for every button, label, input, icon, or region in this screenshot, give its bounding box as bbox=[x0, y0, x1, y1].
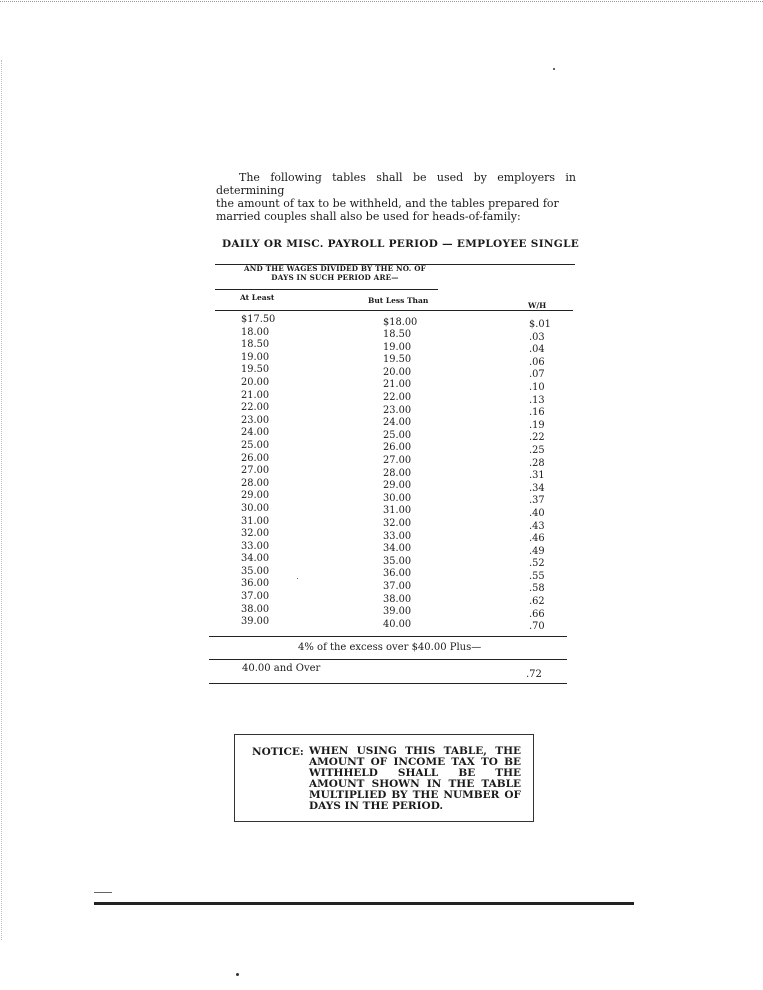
cell-withholding: .22 bbox=[529, 432, 545, 444]
cell-at-least: 31.00 bbox=[241, 515, 270, 527]
cell-but-less-than: 21.00 bbox=[383, 379, 412, 391]
table-row bbox=[215, 402, 575, 419]
cell-at-least: 36.00 bbox=[241, 578, 270, 590]
table-row bbox=[215, 490, 575, 507]
cell-but-less-than: 27.00 bbox=[383, 455, 412, 467]
cell-but-less-than: 24.00 bbox=[383, 417, 412, 429]
table-row bbox=[215, 465, 575, 482]
notice-line: WHEN USING THIS TABLE, THE bbox=[309, 745, 521, 757]
table-row bbox=[215, 326, 575, 343]
notice-line: AMOUNT SHOWN IN THE TABLE bbox=[309, 778, 521, 790]
table-header-line: AND THE WAGES DIVIDED BY THE NO. OF bbox=[244, 264, 426, 273]
table-row bbox=[215, 528, 575, 545]
cell-but-less-than: 19.00 bbox=[383, 341, 412, 353]
cell-withholding: .04 bbox=[529, 344, 545, 356]
table-row bbox=[215, 565, 575, 582]
table-row bbox=[215, 351, 575, 368]
cell-but-less-than: 33.00 bbox=[383, 530, 412, 542]
cell-withholding: .46 bbox=[529, 533, 545, 545]
cell-at-least: 20.00 bbox=[241, 376, 270, 388]
cell-but-less-than: 20.00 bbox=[383, 366, 412, 378]
table-rule-mid2 bbox=[209, 659, 567, 660]
cell-withholding: .55 bbox=[529, 570, 545, 582]
cell-at-least: 22.00 bbox=[241, 402, 270, 414]
cell-withholding: .31 bbox=[529, 470, 545, 482]
table-row bbox=[215, 314, 575, 330]
cell-but-less-than: 39.00 bbox=[383, 606, 412, 618]
col-header-but-less-than: But Less Than bbox=[368, 296, 429, 305]
scan-speck bbox=[553, 68, 555, 70]
cell-at-least: 38.00 bbox=[241, 603, 270, 615]
cell-withholding: .43 bbox=[529, 520, 545, 532]
cell-withholding: .37 bbox=[529, 495, 545, 507]
notice-label: NOTICE: bbox=[252, 746, 304, 758]
cell-but-less-than: 29.00 bbox=[383, 480, 412, 492]
scan-edge-top bbox=[0, 1, 763, 2]
table-row bbox=[215, 553, 575, 570]
intro-line: the amount of tax to be withheld, and the tables prepared for bbox=[216, 197, 559, 210]
table-title: DAILY OR MISC. PAYROLL PERIOD — EMPLOYEE SINGLE bbox=[222, 238, 580, 250]
cell-withholding: .34 bbox=[529, 482, 545, 494]
table-row bbox=[215, 540, 575, 557]
cell-at-least: 18.50 bbox=[241, 339, 270, 351]
table-body bbox=[215, 314, 575, 633]
cell-but-less-than: 36.00 bbox=[383, 568, 412, 580]
cell-at-least: 27.00 bbox=[241, 465, 270, 477]
col-header-at-least: At Least bbox=[240, 293, 275, 302]
cell-withholding: .28 bbox=[529, 457, 545, 469]
cell-withholding: .13 bbox=[529, 394, 545, 406]
excess-note: 4% of the excess over $40.00 Plus— bbox=[298, 642, 482, 653]
cell-but-less-than: 34.00 bbox=[383, 543, 412, 555]
cell-at-least: 23.00 bbox=[241, 414, 270, 426]
cell-withholding: .58 bbox=[529, 583, 545, 595]
scan-speck bbox=[236, 973, 239, 976]
cell-withholding: $.01 bbox=[529, 319, 551, 330]
cell-but-less-than: 31.00 bbox=[383, 505, 412, 517]
cell-but-less-than: 23.00 bbox=[383, 404, 412, 416]
cell-at-least: 18.00 bbox=[241, 326, 270, 338]
notice-line: DAYS IN THE PERIOD. bbox=[309, 800, 444, 812]
table-row bbox=[215, 427, 575, 444]
cell-but-less-than: 38.00 bbox=[383, 593, 412, 605]
over-value: .72 bbox=[526, 669, 542, 680]
notice-line: WITHHELD SHALL BE THE bbox=[309, 767, 521, 779]
table-row bbox=[215, 364, 575, 381]
cell-but-less-than: 37.00 bbox=[383, 580, 412, 592]
table-row bbox=[215, 339, 575, 356]
cell-but-less-than: 22.00 bbox=[383, 392, 412, 404]
col-header-wh: W/H bbox=[528, 301, 547, 310]
cell-but-less-than: 35.00 bbox=[383, 555, 412, 567]
table-header-line: DAYS IN SUCH PERIOD ARE— bbox=[271, 273, 399, 282]
cell-withholding: .06 bbox=[529, 356, 545, 368]
table-row bbox=[215, 376, 575, 393]
table-row bbox=[215, 389, 575, 406]
header-rule-bottom bbox=[215, 310, 573, 311]
table-row bbox=[215, 578, 575, 595]
table-row bbox=[215, 515, 575, 532]
cell-withholding: .70 bbox=[529, 621, 545, 633]
table-row bbox=[215, 603, 575, 620]
cell-at-least: 25.00 bbox=[241, 439, 270, 451]
cell-withholding: .25 bbox=[529, 444, 545, 456]
cell-at-least: 28.00 bbox=[241, 477, 270, 489]
table-rule-bottom bbox=[209, 683, 567, 684]
notice-line: MULTIPLIED BY THE NUMBER OF bbox=[309, 789, 521, 801]
cell-withholding: .49 bbox=[529, 545, 545, 557]
table-row bbox=[215, 616, 575, 633]
footer-rule bbox=[94, 902, 634, 905]
cell-but-less-than: 18.50 bbox=[383, 329, 412, 341]
cell-at-least: 29.00 bbox=[241, 490, 270, 502]
notice-text bbox=[309, 746, 521, 812]
cell-withholding: .52 bbox=[529, 558, 545, 570]
cell-at-least: 39.00 bbox=[241, 616, 270, 628]
cell-at-least: 33.00 bbox=[241, 540, 270, 552]
intro-paragraph bbox=[216, 171, 576, 223]
table-row bbox=[215, 414, 575, 431]
cell-but-less-than: 30.00 bbox=[383, 492, 412, 504]
intro-line: married couples shall also be used for heads-of-family: bbox=[216, 210, 521, 223]
table-row bbox=[215, 439, 575, 456]
cell-but-less-than: 25.00 bbox=[383, 429, 412, 441]
cell-at-least: 37.00 bbox=[241, 591, 270, 603]
footer-mark bbox=[94, 892, 112, 893]
cell-withholding: .03 bbox=[529, 331, 545, 343]
cell-at-least: 26.00 bbox=[241, 452, 270, 464]
table-row bbox=[215, 591, 575, 608]
header-rule-wages bbox=[215, 289, 438, 290]
cell-at-least: 34.00 bbox=[241, 553, 270, 565]
notice-box bbox=[234, 734, 534, 822]
cell-withholding: .16 bbox=[529, 407, 545, 419]
table-row bbox=[215, 502, 575, 519]
scan-edge-left bbox=[1, 60, 2, 940]
cell-at-least: 21.00 bbox=[241, 389, 270, 401]
cell-but-less-than: 19.50 bbox=[383, 354, 412, 366]
cell-withholding: .07 bbox=[529, 369, 545, 381]
cell-but-less-than: 28.00 bbox=[383, 467, 412, 479]
cell-withholding: .66 bbox=[529, 608, 545, 620]
cell-at-least: $17.50 bbox=[241, 314, 276, 325]
cell-withholding: .10 bbox=[529, 381, 545, 393]
cell-at-least: 35.00 bbox=[241, 565, 270, 577]
cell-at-least: 19.50 bbox=[241, 364, 270, 376]
cell-withholding: .62 bbox=[529, 596, 545, 608]
cell-but-less-than: 40.00 bbox=[383, 618, 412, 630]
cell-but-less-than: $18.00 bbox=[383, 316, 418, 328]
table-rule-mid bbox=[209, 636, 567, 637]
cell-withholding: .19 bbox=[529, 419, 545, 431]
intro-line: The following tables shall be used by employers in determining bbox=[216, 171, 576, 197]
notice-line: AMOUNT OF INCOME TAX TO BE bbox=[309, 756, 521, 768]
cell-at-least: 30.00 bbox=[241, 502, 270, 514]
cell-at-least: 19.00 bbox=[241, 351, 270, 363]
cell-but-less-than: 32.00 bbox=[383, 518, 412, 529]
cell-at-least: 24.00 bbox=[241, 427, 270, 439]
cell-withholding: .40 bbox=[529, 507, 545, 519]
table-row bbox=[215, 452, 575, 469]
over-label: 40.00 and Over bbox=[242, 663, 321, 674]
cell-but-less-than: 26.00 bbox=[383, 442, 412, 454]
cell-at-least: 32.00 bbox=[241, 528, 270, 540]
table-row bbox=[215, 477, 575, 494]
table-header-wages bbox=[215, 264, 455, 282]
